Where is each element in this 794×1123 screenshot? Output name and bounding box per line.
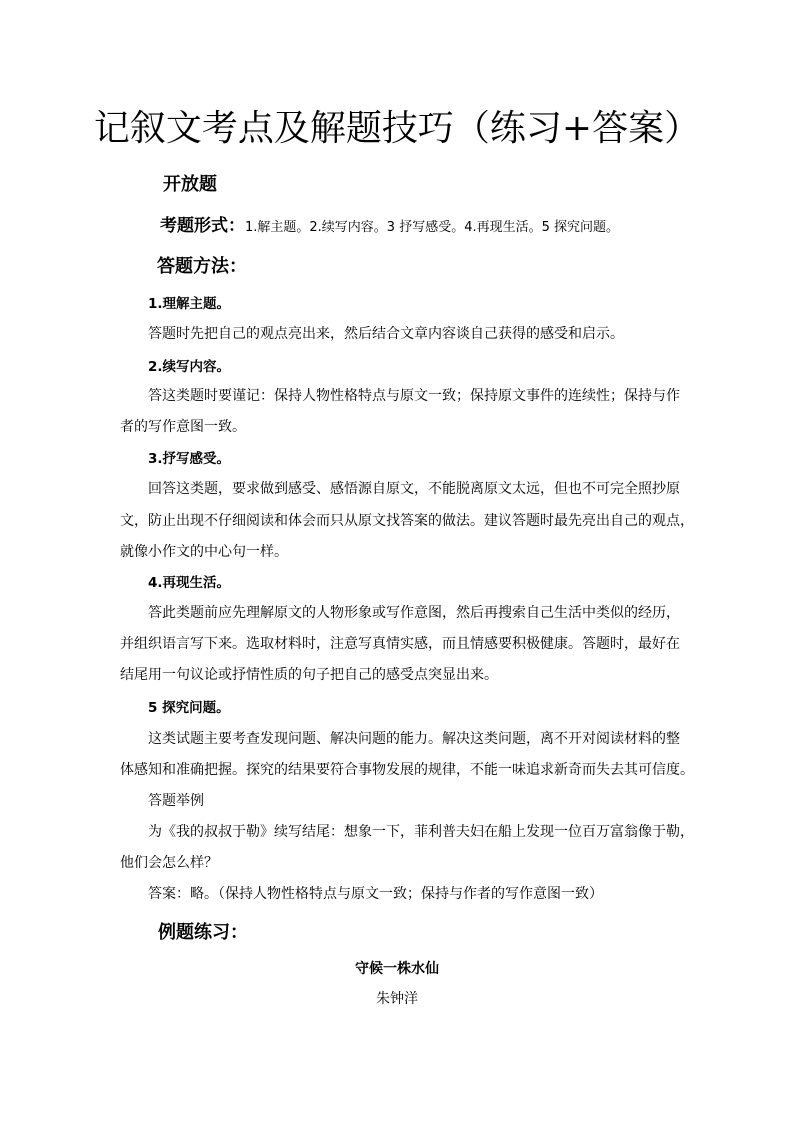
item-3-line-2: 文，防止出现不仔细阅读和体会而只从原文找答案的做法。建议答题时最先亮出自己的观点， [120,513,694,529]
example-line-2: 他们会怎么样？ [120,855,218,871]
item-2-line-1: 答这类题时要谨记：保持人物性格特点与原文一致；保持原文事件的连续性；保持与作 [148,388,680,404]
item-4-line-3: 结尾用一句议论或抒情性质的句子把自己的感受点突显出来。 [120,667,498,683]
item-3-line-3: 就像小作文的中心句一样。 [120,544,288,560]
exam-form-items: 1.解主题。2.续写内容。3 抒写感受。4.再现生活。5 探究问题。 [245,220,620,235]
item-2-heading: 2.续写内容。 [148,359,231,375]
item-4-line-2: 并组织语言写下来。选取材料时，注意写真情实感，而且情感要积极健康。答题时，最好在 [120,636,680,652]
exam-form-row [160,211,619,236]
item-5-line-1: 这类试题主要考查发现问题、解决问题的能力。解决这类问题，离不开对阅读材料的整 [148,731,680,747]
section-heading: 开放题 [163,174,217,195]
item-5-line-2: 体感知和准确把握。探究的结果要符合事物发展的规律，不能一味追求新奇而失去其可信度。 [120,762,694,778]
item-1-line-1: 答题时先把自己的观点亮出来，然后结合文章内容谈自己获得的感受和启示。 [148,326,624,342]
item-3-line-1: 回答这类题，要求做到感受、感悟源自原文，不能脱离原文太远，但也不可完全照抄原 [148,481,680,497]
example-answer: 答案：略。（保持人物性格特点与原文一致；保持与作者的写作意图一致） [148,886,603,902]
example-line-1: 为《我的叔叔于勒》续写结尾：想象一下，菲利普夫妇在船上发现一位百万富翁像于勒， [148,824,694,840]
page-title: 记叙文考点及解题技巧（练习+答案） [93,108,701,149]
item-3-heading: 3.抒写感受。 [148,451,231,467]
item-2-line-2: 者的写作意图一致。 [120,419,246,435]
practice-heading: 例题练习： [158,922,248,943]
item-4-heading: 4.再现生活。 [148,575,231,591]
item-4-line-1: 答此类题前应先理解原文的人物形象或写作意图，然后再搜索自己生活中类似的经历， [148,605,680,621]
method-heading: 答题方法： [157,256,247,277]
item-5-heading: 5 探究问题。 [148,700,230,716]
item-1-heading: 1.理解主题。 [148,296,231,312]
story-author: 朱钟洋 [376,991,418,1007]
exam-form-label: 考题形式： [160,216,245,236]
story-title: 守候一株水仙 [355,961,439,977]
example-label: 答题举例 [148,793,204,809]
